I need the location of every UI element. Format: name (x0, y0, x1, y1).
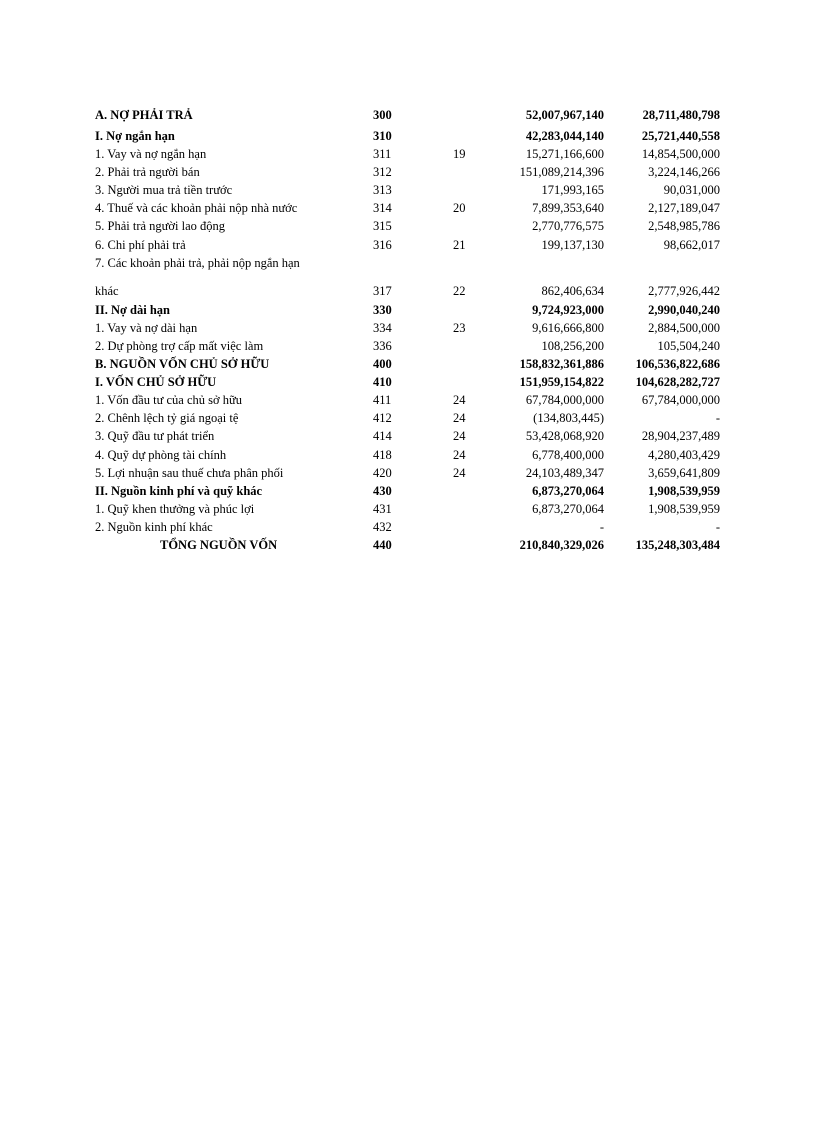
row-previous-amount: 3,224,146,266 (648, 165, 720, 180)
row-previous-amount: 2,884,500,000 (648, 320, 720, 335)
row-label: 2. Phải trả người bán (95, 165, 200, 180)
row-code: 432 (373, 519, 392, 534)
row-note: 24 (453, 465, 466, 480)
row-current-amount: 6,873,270,064 (532, 501, 604, 516)
row-code: 418 (373, 447, 392, 462)
row-label: 1. Vay và nợ dài hạn (95, 320, 198, 335)
row-note: 24 (453, 393, 466, 408)
row-previous-amount: 2,127,189,047 (648, 201, 720, 216)
row-current-amount: 53,428,068,920 (525, 429, 604, 444)
row-label: 4. Thuế và các khoản phải nộp nhà nước (95, 201, 298, 216)
row-current-amount: 151,089,214,396 (519, 165, 604, 180)
table-row (0, 446, 816, 464)
table-row (0, 482, 816, 500)
row-previous-amount: 25,721,440,558 (641, 129, 720, 143)
row-label: 5. Lợi nhuận sau thuế chưa phân phối (95, 465, 284, 480)
row-label: I. VỐN CHỦ SỞ HỮU (95, 375, 217, 390)
row-current-amount: 158,832,361,886 (519, 357, 604, 372)
row-code: 300 (373, 108, 392, 122)
table-row (0, 254, 816, 283)
row-code: 336 (373, 338, 392, 353)
row-label: 2. Nguồn kinh phí khác (95, 519, 213, 534)
row-label: 1. Vốn đầu tư của chủ sở hữu (95, 393, 242, 408)
table-row (0, 283, 816, 301)
row-code: 315 (373, 219, 392, 234)
row-label: 6. Chi phí phải trả (95, 237, 186, 252)
row-label: 1. Quỹ khen thưởng và phúc lợi (95, 501, 255, 516)
row-code: 313 (373, 183, 392, 198)
row-label: 1. Vay và nợ ngắn hạn (95, 147, 207, 162)
row-current-amount: 9,724,923,000 (532, 302, 604, 317)
row-current-amount: 210,840,329,026 (519, 537, 604, 552)
row-note: 24 (453, 429, 466, 444)
row-code: 317 (373, 283, 392, 298)
row-previous-amount: - (715, 519, 720, 534)
row-code: 311 (373, 147, 392, 162)
table-row (0, 373, 816, 391)
table-row (0, 427, 816, 445)
row-label: 3. Quỹ đầu tư phát triển (95, 429, 215, 444)
row-code: 412 (373, 411, 392, 426)
row-code: 440 (373, 537, 392, 552)
table-row (0, 337, 816, 355)
row-code: 411 (373, 393, 392, 408)
row-previous-amount: - (715, 411, 720, 426)
table-row (0, 127, 816, 145)
row-label: 3. Người mua trả tiền trước (95, 183, 233, 198)
row-previous-amount: 2,990,040,240 (648, 302, 720, 317)
row-current-amount: 108,256,200 (541, 338, 604, 353)
table-row (0, 500, 816, 518)
row-note: 23 (453, 320, 466, 335)
row-current-amount: 862,406,634 (541, 283, 604, 298)
row-previous-amount: 28,904,237,489 (641, 429, 720, 444)
row-previous-amount: 2,548,985,786 (648, 219, 720, 234)
row-note: 24 (453, 447, 466, 462)
row-label: II. Nguồn kinh phí và quỹ khác (95, 483, 263, 498)
row-previous-amount: 4,280,403,429 (648, 447, 720, 462)
row-current-amount: 6,873,270,064 (532, 483, 604, 498)
row-current-amount: 42,283,044,140 (525, 129, 604, 143)
row-label: 7. Các khoản phải trả, phải nộp ngắn hạn (95, 255, 300, 270)
row-note: 19 (453, 147, 466, 162)
row-previous-amount: 105,504,240 (657, 338, 720, 353)
table-row (0, 301, 816, 319)
row-note: 20 (453, 201, 466, 216)
row-label: 2. Dự phòng trợ cấp mất việc làm (95, 338, 264, 353)
row-previous-amount: 98,662,017 (663, 237, 720, 252)
row-previous-amount: 14,854,500,000 (641, 147, 720, 162)
row-code: 316 (373, 237, 392, 252)
row-note: 24 (453, 411, 466, 426)
row-previous-amount: 1,908,539,959 (648, 483, 720, 498)
row-previous-amount: 67,784,000,000 (641, 393, 720, 408)
table-row (0, 163, 816, 181)
row-label: TỔNG NGUỒN VỐN (160, 537, 278, 552)
row-current-amount: 171,993,165 (541, 183, 604, 198)
table-row (0, 409, 816, 427)
table-row (0, 319, 816, 337)
row-label: II. Nợ dài hạn (95, 302, 171, 317)
row-previous-amount: 104,628,282,727 (635, 375, 720, 390)
row-label: A. NỢ PHẢI TRẢ (95, 108, 193, 122)
row-code: 310 (373, 129, 392, 143)
row-label: 2. Chênh lệch tỷ giá ngoại tệ (95, 411, 239, 426)
row-code: 400 (373, 357, 392, 372)
row-current-amount: 67,784,000,000 (525, 393, 604, 408)
table-row (0, 464, 816, 482)
row-code: 414 (373, 429, 392, 444)
table-row (0, 518, 816, 536)
row-current-amount: 151,959,154,822 (519, 375, 604, 390)
row-current-amount: 2,770,776,575 (532, 219, 604, 234)
row-label: 5. Phải trả người lao động (95, 219, 226, 234)
row-current-amount: - (599, 519, 604, 534)
balance-sheet-liabilities-equity (0, 104, 816, 554)
row-previous-amount: 106,536,822,686 (635, 357, 720, 372)
table-row (0, 391, 816, 409)
row-label: B. NGUỒN VỐN CHỦ SỞ HỮU (95, 357, 270, 372)
row-code: 430 (373, 483, 392, 498)
row-label: khác (95, 283, 119, 298)
balance-sheet-rows (0, 104, 816, 554)
table-row (0, 355, 816, 373)
row-code: 334 (373, 320, 392, 335)
table-row (0, 236, 816, 254)
table-row (0, 145, 816, 163)
row-previous-amount: 2,777,926,442 (648, 283, 720, 298)
table-row (0, 181, 816, 199)
row-current-amount: 7,899,353,640 (532, 201, 604, 216)
row-previous-amount: 3,659,641,809 (648, 465, 720, 480)
row-current-amount: 15,271,166,600 (525, 147, 604, 162)
table-row (0, 199, 816, 217)
row-note: 22 (453, 283, 466, 298)
row-previous-amount: 135,248,303,484 (635, 537, 720, 552)
row-code: 314 (373, 201, 392, 216)
table-row (0, 217, 816, 235)
row-previous-amount: 90,031,000 (663, 183, 720, 198)
row-code: 410 (373, 375, 392, 390)
table-row (0, 536, 816, 554)
row-current-amount: 52,007,967,140 (525, 108, 604, 122)
row-current-amount: 9,616,666,800 (532, 320, 604, 335)
row-note: 21 (453, 237, 466, 252)
row-code: 312 (373, 165, 392, 180)
row-previous-amount: 28,711,480,798 (642, 108, 720, 122)
row-code: 330 (373, 302, 392, 317)
row-current-amount: 199,137,130 (541, 237, 604, 252)
table-row (0, 104, 816, 127)
row-current-amount: 6,778,400,000 (532, 447, 604, 462)
row-label: I. Nợ ngắn hạn (95, 129, 175, 143)
row-code: 420 (373, 465, 392, 480)
row-current-amount: (134,803,445) (533, 411, 604, 426)
row-code: 431 (373, 501, 392, 516)
row-label: 4. Quỹ dự phòng tài chính (95, 447, 227, 462)
row-current-amount: 24,103,489,347 (525, 465, 604, 480)
row-previous-amount: 1,908,539,959 (648, 501, 720, 516)
